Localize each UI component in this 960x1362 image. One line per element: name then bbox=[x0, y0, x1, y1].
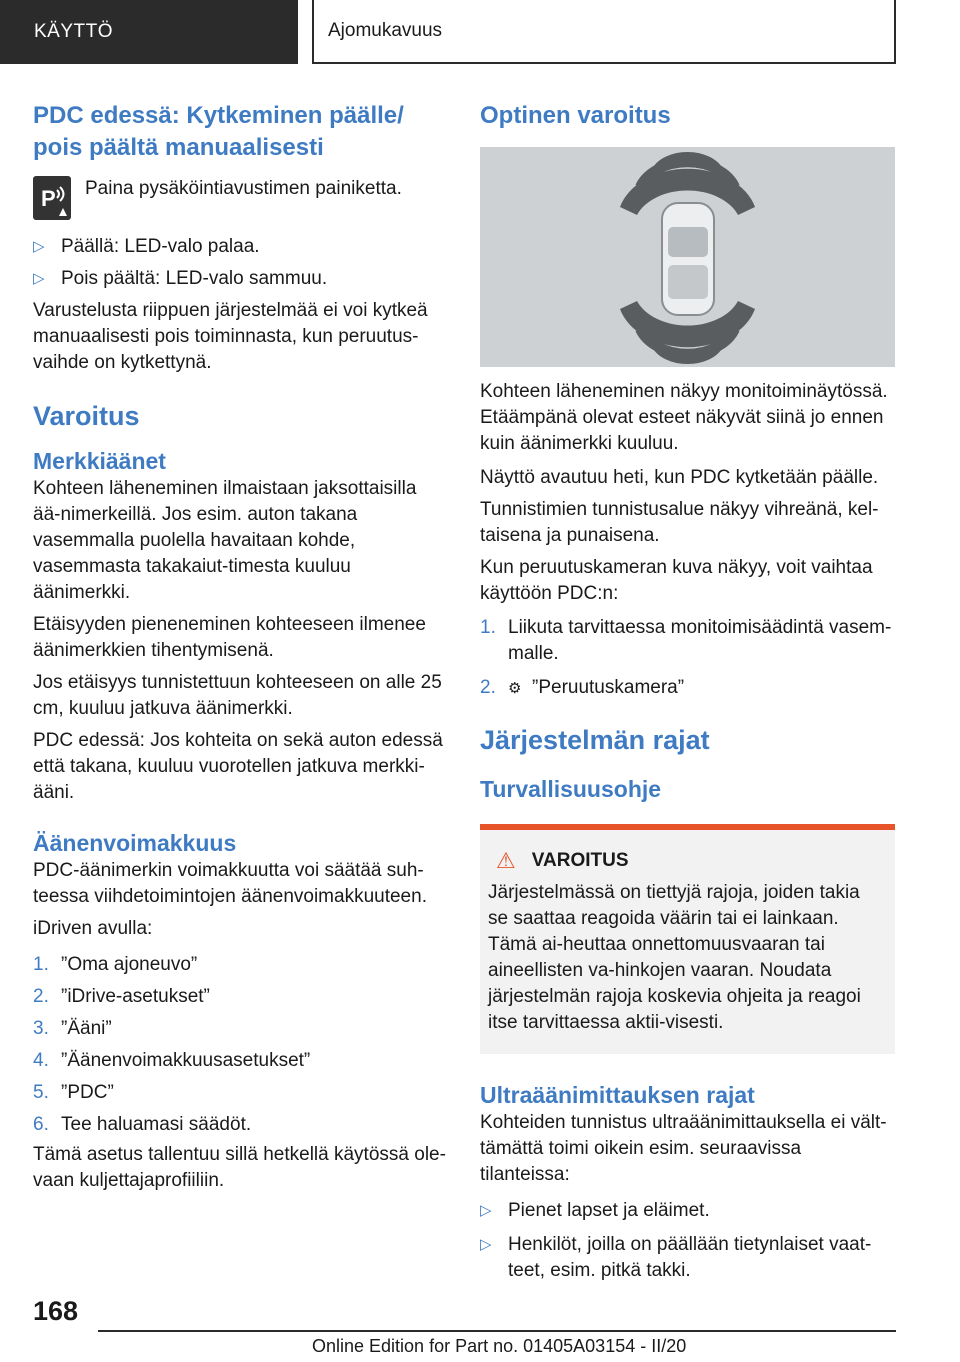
pdc-car-illustration bbox=[480, 147, 895, 367]
paragraph: PDC edessä: Jos kohteita on sekä auton edessä että takana, kuuluu vuorotellen jatkuva merkki-ääni. bbox=[33, 730, 443, 803]
heading-varoitus: Varoitus bbox=[33, 401, 140, 431]
list-item: 2. ⚙ ”Peruutuskamera” bbox=[480, 675, 895, 702]
svg-text:P: P bbox=[41, 186, 56, 211]
paragraph: Jos etäisyys tunnistettuun kohteeseen on alle 25 cm, kuuluu jatkuva äänimerkki. bbox=[33, 672, 442, 719]
triangle-bullet-icon: ▷ bbox=[480, 1202, 492, 1219]
paragraph: Tunnistimien tunnistusalue näkyy vihreänä, kel-taisena ja punaisena. bbox=[480, 499, 879, 546]
edition-note: Online Edition for Part no. 01405A03154 - II/20 bbox=[312, 1336, 687, 1356]
triangle-bullet-icon: ▷ bbox=[33, 270, 45, 287]
paragraph: Etäisyyden pieneneminen kohteeseen ilmenee äänimerkkien tihentymisenä. bbox=[33, 614, 426, 661]
paragraph: Tämä asetus tallentuu sillä hetkellä käytössä ole-vaan kuljettajaprofiiliin. bbox=[33, 1144, 446, 1191]
list-item: ▷ Henkilöt, joilla on päällään tietynlaiset vaat-teet, esim. pitkä takki. bbox=[480, 1234, 872, 1281]
pdc-status-list bbox=[33, 234, 448, 292]
header-section: KÄYTTÖ bbox=[0, 0, 298, 64]
footer-divider bbox=[98, 1330, 896, 1332]
left-column bbox=[33, 100, 448, 1194]
list-item: ▷ Päällä: LED-valo palaa. bbox=[33, 234, 448, 260]
heading-optinen-varoitus: Optinen varoitus bbox=[480, 102, 671, 129]
paragraph: Varustelusta riippuen järjestelmää ei voi kytkeä manuaalisesti pois toiminnasta, kun peruutus-vaihde on kytkettynä. bbox=[33, 300, 428, 373]
warning-box bbox=[480, 824, 895, 1054]
icon-instruction-text: Paina pysäköintiavustimen painiketta. bbox=[85, 178, 402, 199]
triangle-bullet-icon: ▷ bbox=[33, 238, 45, 255]
heading-ultraaanimittaus: Ultraäänimittauksen rajat bbox=[480, 1082, 755, 1108]
list-item: 2. ”iDrive-asetukset” bbox=[33, 986, 210, 1007]
paragraph: Kohteen läheneminen näkyy monitoiminäytössä. Etäämpänä olevat esteet näkyvät siinä jo ennen kuin äänimerkki kuuluu. bbox=[480, 381, 888, 454]
paragraph: Kun peruutuskameran kuva näkyy, voit vaihtaa käyttöön PDC:n: bbox=[480, 557, 873, 604]
paragraph: Kohteiden tunnistus ultraäänimittauksella ei vält-tämättä toimi oikein esim. seuraavissa tilanteissa: bbox=[480, 1112, 887, 1185]
list-item: 5. ”PDC” bbox=[33, 1082, 114, 1103]
warning-title: ⚠ VAROITUS bbox=[496, 848, 629, 873]
header-chapter: Ajomukavuus bbox=[312, 0, 896, 64]
paragraph: PDC-äänimerkin voimakkuutta voi säätää suh-teessa viihdetoimintojen äänenvoimakkuuteen. bbox=[33, 860, 427, 907]
paragraph: Kohteen läheneminen ilmaistaan jaksottaisilla ää-nimerkeillä. Jos esim. auton takana vasemmalla puolella havaitaan kohde, vasemmasta takakaiut-timesta kuuluu äänimerkki. bbox=[33, 478, 417, 603]
camera-steps bbox=[480, 615, 895, 702]
heading-aanenvoimakkuus: Äänenvoimakkuus bbox=[33, 830, 237, 856]
right-column bbox=[480, 100, 895, 1284]
idrive-steps bbox=[33, 952, 448, 1138]
heading-pdc-manual: PDC edessä: Kytkeminen päälle/ pois päältä manuaalisesti bbox=[33, 102, 404, 161]
camera-symbol-icon: ⚙ bbox=[508, 680, 522, 697]
heading-merkkiaanet: Merkkiäänet bbox=[33, 448, 166, 474]
heading-turvallisuusohje: Turvallisuusohje bbox=[480, 776, 662, 802]
list-item: 1. ”Oma ajoneuvo” bbox=[33, 954, 198, 975]
limits-list bbox=[480, 1198, 895, 1284]
list-item: ▷ Pois päältä: LED-valo sammuu. bbox=[33, 266, 448, 292]
paragraph: iDriven avulla: bbox=[33, 918, 153, 939]
list-item: 3. ”Ääni” bbox=[33, 1018, 112, 1039]
pdc-button-instruction bbox=[33, 176, 448, 220]
triangle-bullet-icon: ▷ bbox=[480, 1236, 492, 1253]
list-item: 4. ”Äänenvoimakkuusasetukset” bbox=[33, 1050, 311, 1071]
heading-jarjestelman-rajat: Järjestelmän rajat bbox=[480, 725, 710, 755]
warning-triangle-icon: ⚠ bbox=[496, 848, 516, 873]
list-item: 6. Tee haluamasi säädöt. bbox=[33, 1114, 252, 1135]
pdc-display-figure bbox=[480, 147, 895, 367]
parking-assistant-icon bbox=[33, 176, 71, 220]
paragraph: Näyttö avautuu heti, kun PDC kytketään päälle. bbox=[480, 467, 879, 488]
list-item: 1. Liikuta tarvittaessa monitoimisäädintä vasem-malle. bbox=[480, 617, 892, 664]
warning-text: Järjestelmässä on tiettyjä rajoja, joiden takia se saattaa reagoida väärin tai ei lainkaan. Tämä ai-heuttaa onnettomuusvaaran tai aineellisten va-hinkojen vaaran. Noudata järjestelmän rajoja koskevia ohjeita ja reagoi itse tarvittaessa aktii-visesti. bbox=[488, 882, 861, 1033]
list-item: ▷ Pienet lapset ja eläimet. bbox=[480, 1198, 895, 1224]
page-number: 168 bbox=[33, 1296, 79, 1326]
